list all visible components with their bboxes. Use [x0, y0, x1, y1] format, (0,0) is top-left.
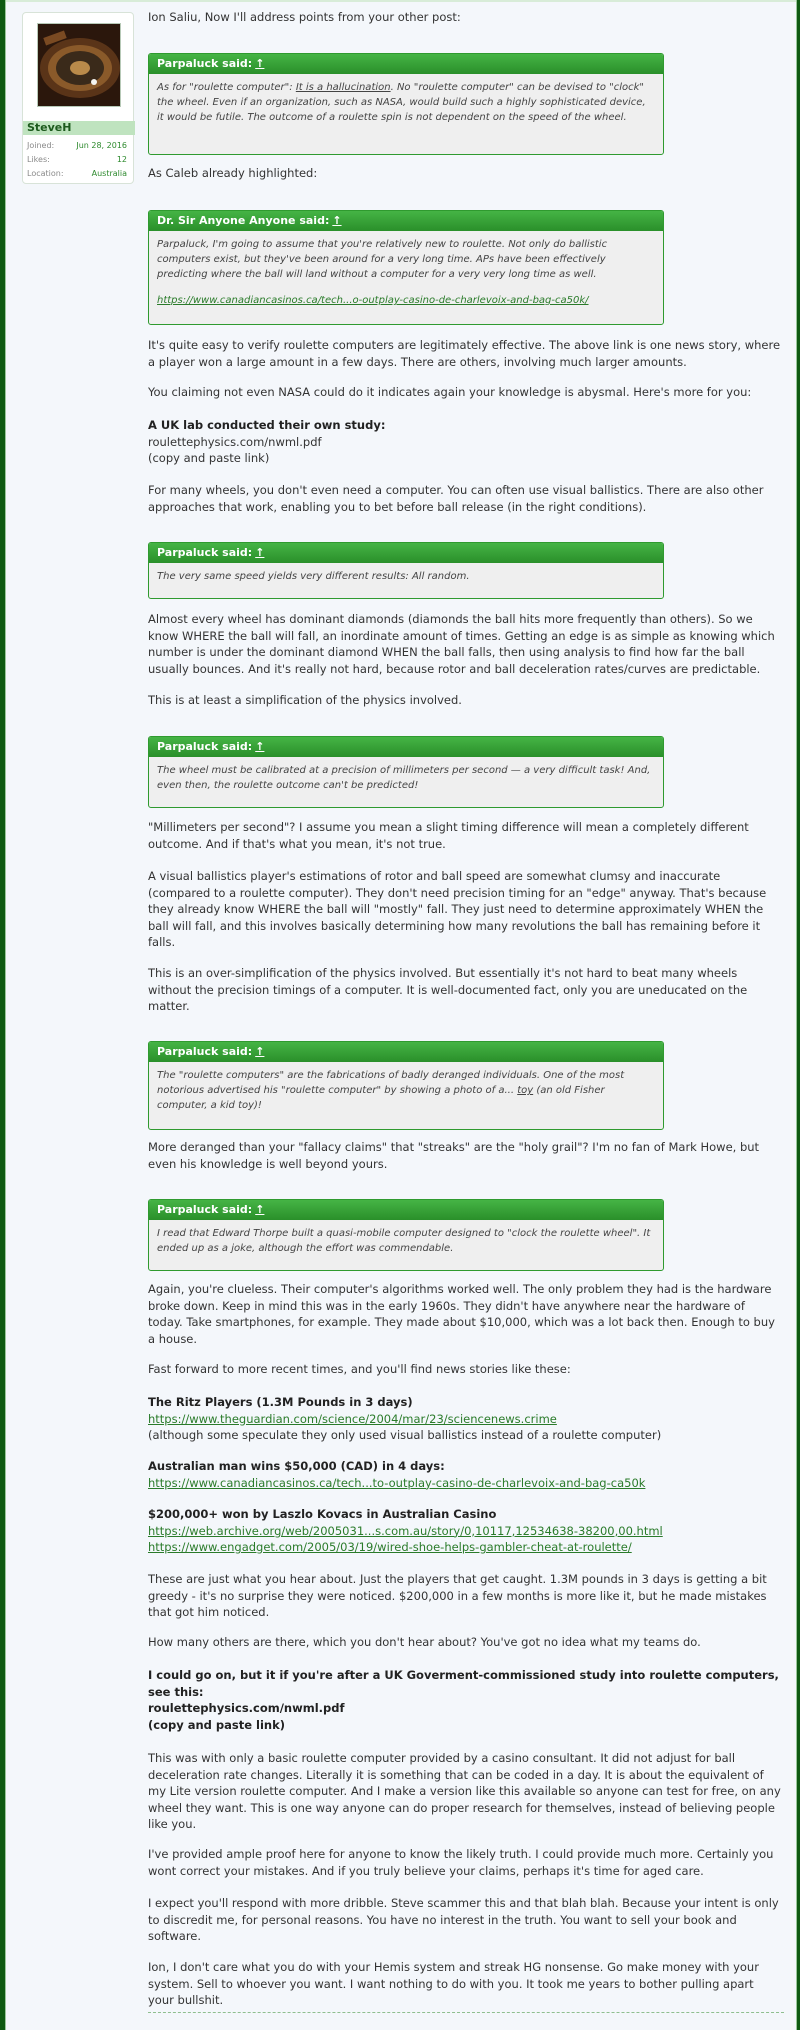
quote-block: [148, 1199, 664, 1271]
bold-study-file: roulettephysics.com/nwml.pdf: [148, 1701, 345, 1715]
quote-header: [149, 211, 663, 231]
bold-study-note: (copy and paste link): [148, 1717, 286, 1732]
likes-row: [27, 155, 127, 164]
quote-text: . No "roulette computer" can be devised to "clock" the wheel. Even if an organization, such as NASA, would build such a highly sophisticated device, it would be futile. The outcome of a roulette spin is not dependent on the speed of the wheel.: [157, 82, 646, 123]
quote-author: Dr. Sir Anyone Anyone said:: [157, 214, 330, 227]
jump-to-quote-icon[interactable]: ↑: [255, 1045, 265, 1058]
quote-block: [148, 1041, 664, 1130]
quote-block: [148, 53, 664, 155]
quote-header: [149, 1200, 663, 1220]
location-label: Location:: [27, 169, 64, 178]
user-avatar[interactable]: [37, 23, 121, 107]
username[interactable]: SteveH: [23, 121, 135, 135]
australian-link[interactable]: https://www.canadiancasinos.ca/tech...to-outplay-casino-de-charlevoix-and-bag-ca50k: [148, 1475, 646, 1490]
location-value[interactable]: Australia: [91, 169, 127, 178]
paragraph: Ion, I don't care what you do with your Hemis system and streak HG nonsense. Go make money with your system. Sell to whoever you want. I want nothing to do with you. It took me years to bother pulling apart your bullshit.: [148, 1960, 759, 2007]
paragraph: "Millimeters per second"? I assume you mean a slight timing difference will mean a completely different outcome. And if that's what you mean, it's not true.: [148, 820, 749, 851]
uk-study-note: (copy and paste link): [148, 451, 270, 465]
paragraph: These are just what you hear about. Just the players that get caught. 1.3M pounds in 3 days is getting a bit greedy - it's no surprise they were noticed. $200,000 in a few months is more like it, but he made mistakes that got him noticed.: [148, 1572, 767, 1619]
quote-body: The very same speed yields very different results: All random.: [157, 571, 470, 582]
paragraph: Almost every wheel has dominant diamonds (diamonds the ball hits more frequently than others). So we know WHERE the ball will fall, an inordinate amount of times. Getting an edge is as simple as knowing which number is under the dominant diamond WHEN the ball falls, then using analysis to find how far the ball usually bounces. And it's really not hard, because rotor and ball deceleration rates/curves are predictable.: [148, 612, 775, 676]
jump-to-quote-icon[interactable]: ↑: [332, 214, 342, 227]
quote-author: Parpaluck said:: [157, 1203, 253, 1216]
intro-text: Ion Saliu, Now I'll address points from your other post:: [148, 10, 461, 24]
australian-title: Australian man wins $50,000 (CAD) in 4 days:: [148, 1459, 445, 1473]
likes-value[interactable]: 12: [116, 155, 127, 164]
quote-header: [149, 54, 663, 74]
quote-underlined-text: It is a hallucination: [295, 82, 391, 93]
paragraph: I've provided ample proof here for anyone to know the likely truth. I could provide much more. Certainly you wont correct your mistakes. And if you truly believe your claims, perhaps it's time for aged care.: [148, 1847, 774, 1878]
uk-study-title: A UK lab conducted their own study:: [148, 418, 386, 432]
ritz-title: The Ritz Players (1.3M Pounds in 3 days): [148, 1395, 413, 1409]
paragraph: I expect you'll respond with more dribble. Steve scammer this and that blah blah. Because your intent is only to discredit me, for personal reasons. You have no interest in the truth. You want to sell your book and software.: [148, 1896, 779, 1943]
jump-to-quote-icon[interactable]: ↑: [255, 740, 265, 753]
joined-label: Joined:: [27, 141, 55, 150]
paragraph: This was with only a basic roulette computer provided by a casino consultant. It did not adjust for ball deceleration rate changes. Literally it is something that can be coded in a day. It is about the equivalent of my Lite version roulette computer. And I make a version like this available so anyone can test for free, on any wheel they want. This is one way anyone can do proper research for themselves, instead of believing people like you.: [148, 1751, 781, 1831]
quote-text: (an old Fisher computer, a kid toy)!: [157, 1085, 605, 1111]
quote-body: The wheel must be calibrated at a precision of millimeters per second — a very difficult task! And, even then, the roulette outcome can't be predicted!: [157, 765, 651, 791]
paragraph: A visual ballistics player's estimations of rotor and ball speed are somewhat clumsy and inaccurate (compared to a roulette computer). They don't need precision timing for an "edge" anyway. That's because they already know WHERE the ball will "mostly" fall. They just need to determine approximately WHEN the ball will fall, and this involves basically determining how many revolutions the ball has remaining before it falls.: [148, 869, 767, 949]
ritz-link[interactable]: https://www.theguardian.com/science/2004/mar/23/sciencenews.crime: [148, 1411, 557, 1426]
post-container: [5, 0, 797, 2030]
laszlo-title: $200,000+ won by Laszlo Kovacs in Australian Casino: [148, 1507, 497, 1521]
quote-text: Parpaluck, I'm going to assume that you're relatively new to roulette. Not only do ballistic computers exist, but they've been around for a very long time. APs have been effectively predicting where the ball will land without a computer for a very very long time as well.: [157, 239, 608, 280]
quote-author: Parpaluck said:: [157, 57, 253, 70]
paragraph: How many others are there, which you don't hear about? You've got no idea what my teams do.: [148, 1635, 701, 1649]
quote-text: As for "roulette computer":: [157, 82, 296, 93]
paragraph: As Caleb already highlighted:: [148, 166, 318, 180]
roulette-wheel-icon: [38, 24, 120, 106]
joined-row: [27, 141, 127, 150]
quote-body: [149, 231, 663, 314]
laszlo-block: [148, 1506, 782, 1556]
quote-block: [148, 542, 664, 599]
laszlo-link-2[interactable]: https://www.engadget.com/2005/03/19/wired-shoe-helps-gambler-cheat-at-roulette/: [148, 1540, 632, 1554]
quote-header: [149, 737, 663, 757]
quote-author: Parpaluck said:: [157, 740, 253, 753]
paragraph: For many wheels, you don't even need a computer. You can often use visual ballistics. There are also other approaches that work, enabling you to bet before ball release (in the right conditions).: [148, 483, 764, 514]
user-info-panel: [22, 12, 134, 184]
quote-body: I read that Edward Thorpe built a quasi-mobile computer designed to "clock the roulette wheel". It ended up as a joke, although the effort was commendable.: [157, 1228, 651, 1254]
quote-link[interactable]: https://www.canadiancasinos.ca/tech...o-outplay-casino-de-charlevoix-and-bag-ca50k/: [157, 295, 589, 306]
bold-study-text: I could go on, but it if you're after a UK Goverment-commissioned study into roulette computers, see this:: [148, 1668, 779, 1699]
ritz-block: [148, 1394, 782, 1444]
quote-block: [148, 736, 664, 808]
location-row: [27, 169, 127, 178]
quote-underlined-text: toy: [517, 1085, 534, 1096]
joined-value: Jun 28, 2016: [76, 141, 127, 150]
paragraph: You claiming not even NASA could do it indicates again your knowledge is abysmal. Here's more for you:: [148, 385, 752, 399]
bold-study-block: [148, 1667, 782, 1733]
paragraph: More deranged than your "fallacy claims" that "streaks" are the "holy grail"? I'm no fan of Mark Howe, but even his knowledge is well beyond yours.: [148, 1140, 760, 1171]
quote-author: Parpaluck said:: [157, 546, 253, 559]
quote-block: [148, 210, 664, 325]
quote-text: The "roulette computers" are the fabrications of badly deranged individuals. One of the most notorious advertised his "roulette computer" by showing a photo of a...: [157, 1070, 625, 1096]
ritz-note: (although some speculate they only used visual ballistics instead of a roulette computer): [148, 1428, 662, 1442]
paragraph: This is at least a simplification of the physics involved.: [148, 693, 462, 707]
paragraph: Fast forward to more recent times, and you'll find news stories like these:: [148, 1362, 571, 1376]
uk-study-block: [148, 417, 782, 467]
quote-author: Parpaluck said:: [157, 1045, 253, 1058]
paragraph: This is an over-simplification of the physics involved. But essentially it's not hard to beat many wheels without the precision timings of a computer. It is well-documented fact, only you are uneducated on the matter.: [148, 966, 748, 1013]
uk-study-file: roulettephysics.com/nwml.pdf: [148, 434, 322, 449]
jump-to-quote-icon[interactable]: ↑: [255, 57, 265, 70]
jump-to-quote-icon[interactable]: ↑: [255, 546, 265, 559]
australian-block: [148, 1458, 782, 1491]
paragraph: Again, you're clueless. Their computer's algorithms worked well. The only problem they had is the hardware broke down. Keep in mind this was in the early 1960s. They didn't have anywhere near the hardware of today. Take smartphones, for example. They made about $10,000, which was a lot back then. Enough to buy a house.: [148, 1282, 775, 1346]
quote-header: [149, 1042, 663, 1062]
quote-header: [149, 543, 663, 563]
jump-to-quote-icon[interactable]: ↑: [255, 1203, 265, 1216]
quote-body: [149, 74, 663, 131]
quote-body: [149, 1062, 663, 1119]
top-divider: [6, 0, 796, 2]
laszlo-link-1[interactable]: https://web.archive.org/web/2005031...s.com.au/story/0,10117,12534638-38200,00.html: [148, 1523, 663, 1538]
likes-label: Likes:: [27, 155, 50, 164]
paragraph: It's quite easy to verify roulette computers are legitimately effective. The above link is one news story, where a player won a large amount in a few days. There are others, involving much larger amounts.: [148, 338, 781, 369]
post-footer-divider: [148, 2012, 784, 2013]
